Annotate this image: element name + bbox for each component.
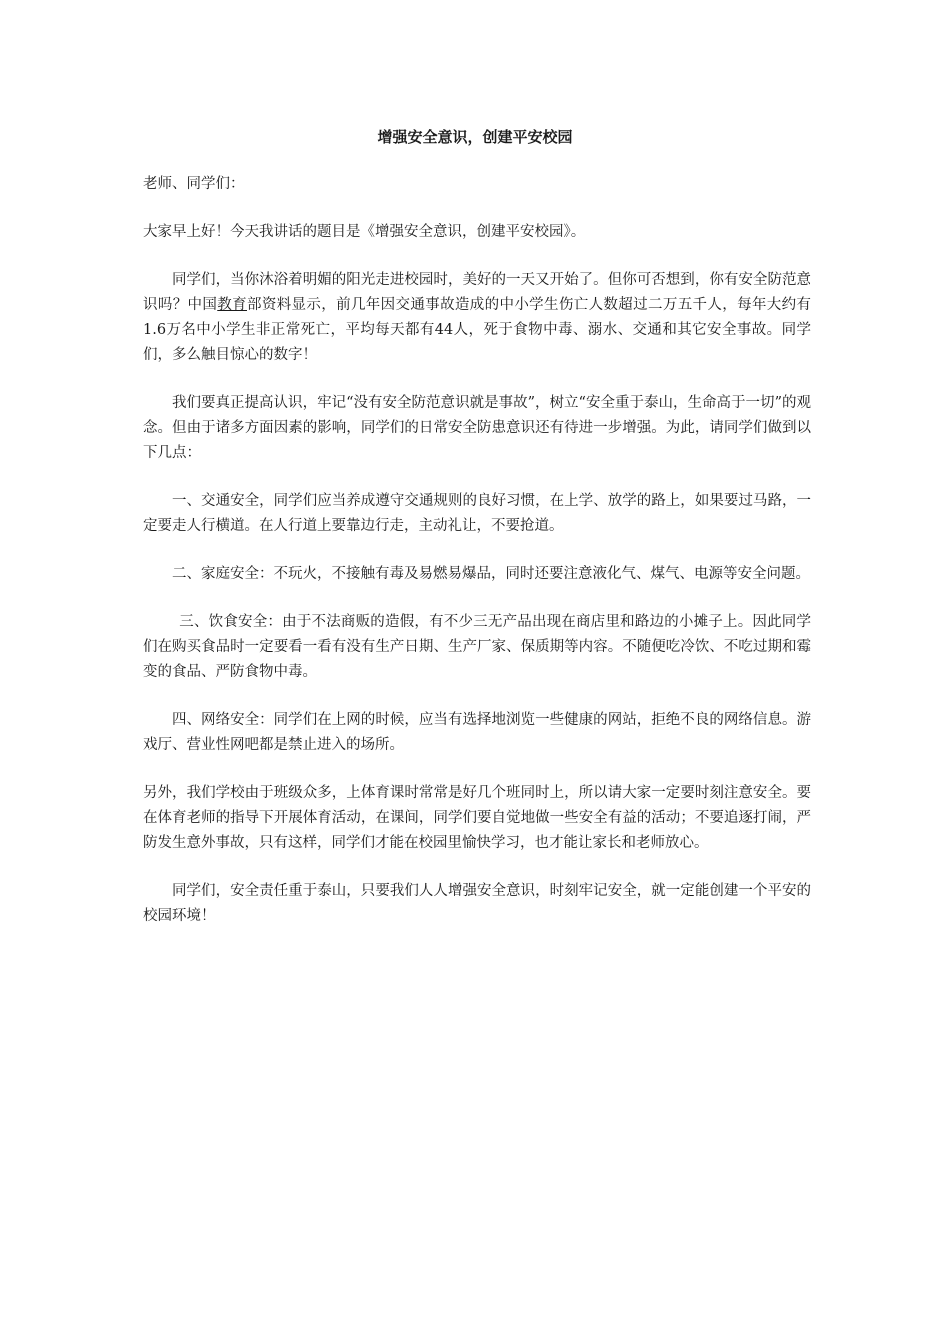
document-body (143, 172, 811, 952)
closing-paragraph: 同学们，安全责任重于泰山，只要我们人人增强安全意识，时刻牢记安全，就一定能创建一个平安的校园环境！ (143, 883, 811, 924)
awareness-paragraph: 我们要真正提高认识，牢记“没有安全防范意识就是事故”，树立“安全重于泰山，生命高于一切”的观念。但由于诸多方面因素的影响，同学们的日常安全防患意识还有待进一步增强。为此，请同学们做到以下几点： (143, 395, 811, 461)
traffic-safety-paragraph: 一、交通安全，同学们应当养成遵守交通规则的良好习惯，在上学、放学的路上，如果要过马路，一定要走人行横道。在人行道上要靠边行走，主动礼让，不要抢道。 (143, 493, 811, 534)
document-title: 增强安全意识，创建平安校园 (377, 128, 573, 146)
opening-paragraph: 大家早上好！今天我讲话的题目是《增强安全意识，创建平安校园》。 (143, 224, 586, 240)
network-safety-paragraph: 四、网络安全：同学们在上网的时候，应当有选择地浏览一些健康的网站，拒绝不良的网络信息。游戏厅、营业性网吧都是禁止进入的场所。 (143, 712, 811, 753)
additional-paragraph: 另外，我们学校由于班级众多，上体育课时常常是好几个班同时上，所以请大家一定要时刻注意安全。要在体育老师的指导下开展体育活动，在课间，同学们要自觉地做一些安全有益的活动；不要追逐打闹，严防发生意外事故，只有这样，同学们才能在校园里愉快学习，也才能让家长和老师放心。 (143, 785, 811, 851)
home-safety-paragraph: 二、家庭安全：不玩火，不接触有毒及易燃易爆品，同时还要注意液化气、煤气、电源等安全问题。 (172, 566, 810, 582)
education-link[interactable]: 教育 (217, 297, 247, 313)
statistics-text-end: 部资料显示，前几年因交通事故造成的中小学生伤亡人数超过二万五千人，每年大约有1.6万名中小学生非正常死亡，平均每天都有44人，死于食物中毒、溺水、交通和其它安全事故。同学们，多么触目惊心的数字！ (143, 297, 812, 363)
statistics-text-start: 同学们，当你沐浴着明媚的阳光走进校园时，美好的一天又开始了。但你可否想到，你有安全防范意识吗？中国 (143, 272, 811, 313)
food-safety-paragraph: 三、饮食安全：由于不法商贩的造假，有不少三无产品出现在商店里和路边的小摊子上。因此同学们在购买食品时一定要看一看有没有生产日期、生产厂家、保质期等内容。不随便吃冷饮、不吃过期和霉变的食品、严防食物中毒。 (143, 614, 811, 680)
statistics-paragraph (143, 268, 811, 368)
greeting-paragraph: 老师、同学们： (143, 176, 245, 192)
